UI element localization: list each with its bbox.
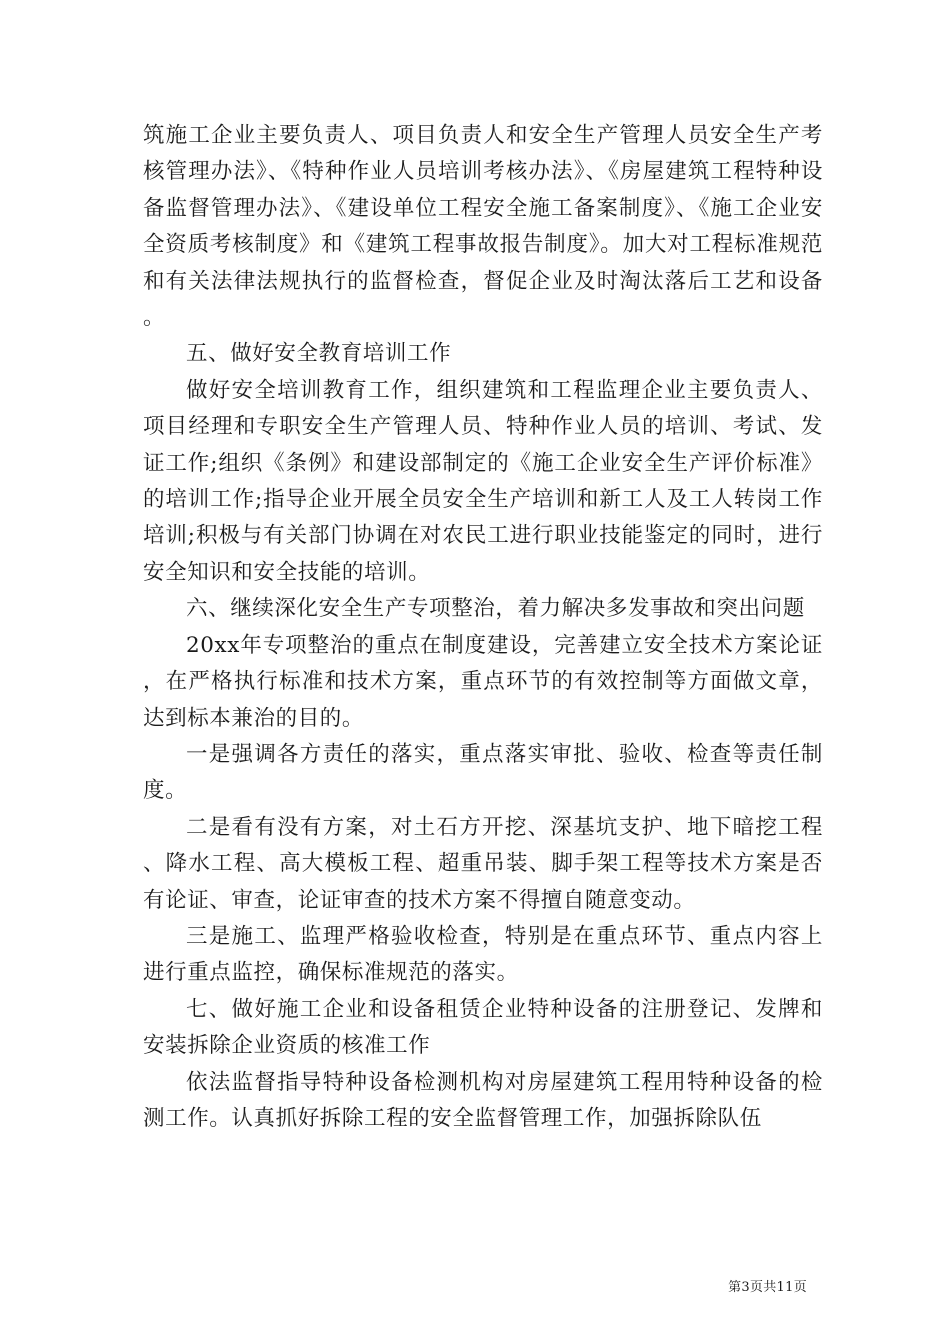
paragraph-section-6: 20xx年专项整治的重点在制度建设，完善建立安全技术方案论证，在严格执行标准和技术方案，重点环节的有效控制等方面做文章，达到标本兼治的目的。 <box>143 632 823 731</box>
heading-section-6: 六、继续深化安全生产专项整治，着力解决多发事故和突出问题 <box>186 596 805 622</box>
page-number-footer: 第3页共11页 <box>728 1280 807 1295</box>
paragraph-section-5: 做好安全培训教育工作，组织建筑和工程监理企业主要负责人、项目经理和专职安全生产管理人员、特种作业人员的培训、考试、发证工作;组织《条例》和建设部制定的《施工企业安全生产评价标准》的培训工作;指导企业开展全员安全生产培训和新工人及工人转岗工作培训;积极与有关部门协调在对农民工进行职业技能鉴定的同时，进行安全知识和安全技能的培训。 <box>143 377 823 585</box>
heading-section-7: 七、做好施工企业和设备租赁企业特种设备的注册登记、发牌和安装拆除企业资质的核准工作 <box>143 996 823 1059</box>
paragraph-1: 筑施工企业主要负责人、项目负责人和安全生产管理人员安全生产考核管理办法》、《特种作业人员培训考核办法》、《房屋建筑工程特种设备监督管理办法》、《建设单位工程安全施工备案制度》、《施工企业安全资质考核制度》和《建筑工程事故报告制度》。加大对工程标准规范和有关法律法规执行的监督检查，督促企业及时淘汰落后工艺和设备。 <box>143 123 823 331</box>
paragraph-point-1: 一是强调各方责任的落实，重点落实审批、验收、检查等责任制度。 <box>143 741 823 804</box>
document-body <box>143 118 823 1137</box>
paragraph-point-3: 三是施工、监理严格验收检查，特别是在重点环节、重点内容上进行重点监控，确保标准规范的落实。 <box>143 923 823 986</box>
paragraph-point-2: 二是看有没有方案，对土石方开挖、深基坑支护、地下暗挖工程、降水工程、高大模板工程、超重吊装、脚手架工程等技术方案是否有论证、审查，论证审查的技术方案不得擅自随意变动。 <box>143 814 823 913</box>
paragraph-section-7: 依法监督指导特种设备检测机构对房屋建筑工程用特种设备的检测工作。认真抓好拆除工程的安全监督管理工作，加强拆除队伍 <box>143 1069 823 1131</box>
heading-section-5: 五、做好安全教育培训工作 <box>186 341 452 367</box>
